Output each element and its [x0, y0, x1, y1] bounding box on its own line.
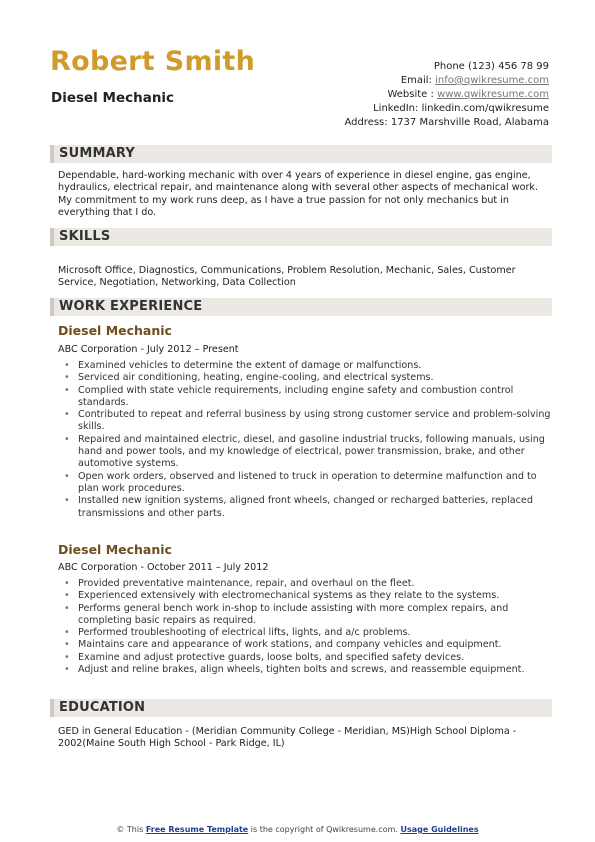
list-item: • Examine and adjust protective guards, loose bolts, and specified safety devices. — [64, 652, 554, 664]
skills-heading: SKILLS — [59, 229, 111, 244]
list-item: • Performed troubleshooting of electrical lifts, lights, and a/c problems. — [64, 627, 554, 639]
footer-prefix: © This — [116, 825, 144, 834]
summary-heading-bar — [50, 145, 552, 163]
candidate-name: Robert Smith — [50, 46, 256, 77]
list-item: • Experienced extensively with electromechanical systems as they relate to the systems. — [64, 590, 554, 602]
website-label: Website : — [387, 89, 434, 100]
skills-heading-bar — [50, 228, 552, 246]
list-item: • Open work orders, observed and listened to truck in operation to determine malfunction and to plan work procedures. — [64, 471, 554, 496]
job-2-bullets — [64, 578, 554, 676]
website-link[interactable]: www.qwikresume.com — [437, 89, 549, 100]
education-heading-bar — [50, 699, 552, 717]
skills-text: Microsoft Office, Diagnostics, Communications, Problem Resolution, Mechanic, Sales, Customer Service, Negotiation, Networking, Data Collection — [58, 265, 516, 289]
job-1-title: Diesel Mechanic — [58, 323, 172, 338]
phone-label: Phone — [433, 61, 465, 72]
list-item: • Installed new ignition systems, aligned front wheels, changed or recharged batteries, replaced transmissions and other parts. — [64, 495, 554, 520]
list-item: • Performs general bench work in-shop to include assisting with more complex repairs, and completing basic repairs as required. — [64, 603, 554, 628]
free-resume-template-link[interactable]: Free Resume Template — [145, 825, 249, 834]
list-item: • Serviced air conditioning, heating, engine-cooling, and electrical systems. — [64, 372, 554, 384]
list-item: • Maintains care and appearance of work stations, and company vehicles and equipment. — [64, 639, 554, 651]
job-2-meta: ABC Corporation - October 2011 – July 2012 — [58, 562, 269, 573]
list-item: • Adjust and reline brakes, align wheels, tighten bolts and screws, and reassemble equipment. — [64, 664, 554, 676]
list-item: • Contributed to repeat and referral business by using strong customer service and problem-solving skills. — [64, 409, 554, 434]
summary-text: Dependable, hard-working mechanic with over 4 years of experience in diesel engine, gas engine, hydraulics, electrical repair, and maintenance along with several other aspects of mechanical work. My commitment to my work runs deep, as I have a true passion for not only mechanics but in everything that I do. — [58, 170, 539, 218]
contact-email — [344, 74, 549, 88]
job-1-bullets — [64, 360, 554, 520]
address-label: Address: — [344, 117, 388, 128]
email-link[interactable]: info@qwikresume.com — [435, 75, 549, 86]
education-text: GED in General Education - (Meridian Community College - Meridian, MS)High School Diploma - 2002(Maine South High School - Park Ridge, IL) — [58, 726, 517, 750]
email-label: Email: — [400, 75, 432, 86]
list-item: • Examined vehicles to determine the extent of damage or malfunctions. — [64, 360, 554, 372]
contact-address — [344, 116, 549, 130]
contact-phone — [344, 60, 549, 74]
list-item: • Provided preventative maintenance, repair, and overhaul on the fleet. — [64, 578, 554, 590]
job-1-meta: ABC Corporation - July 2012 – Present — [58, 344, 239, 355]
summary-heading: SUMMARY — [59, 146, 135, 161]
list-item: • Complied with state vehicle requirements, including engine safety and combustion control standards. — [64, 385, 554, 410]
experience-heading: WORK EXPERIENCE — [59, 299, 203, 314]
contact-website — [344, 88, 549, 102]
job-2-title: Diesel Mechanic — [58, 542, 172, 557]
usage-guidelines-link[interactable]: Usage Guidelines — [400, 825, 479, 834]
education-heading: EDUCATION — [59, 700, 146, 715]
candidate-role: Diesel Mechanic — [51, 90, 175, 106]
footer — [0, 825, 595, 834]
list-item: • Repaired and maintained electric, diesel, and gasoline industrial trucks, following manuals, using hand and power tools, and my knowledge of electrical, power transmission, brake, and other automotive systems. — [64, 434, 554, 471]
linkedin-label: LinkedIn: — [373, 103, 419, 114]
contact-linkedin — [344, 102, 549, 116]
phone-value: (123) 456 78 99 — [468, 61, 549, 72]
linkedin-value: linkedin.com/qwikresume — [421, 103, 549, 114]
contact-block — [344, 60, 549, 130]
experience-heading-bar — [50, 298, 552, 316]
address-value: 1737 Marshville Road, Alabama — [390, 117, 549, 128]
footer-middle: is the copyright of Qwikresume.com. — [250, 825, 398, 834]
